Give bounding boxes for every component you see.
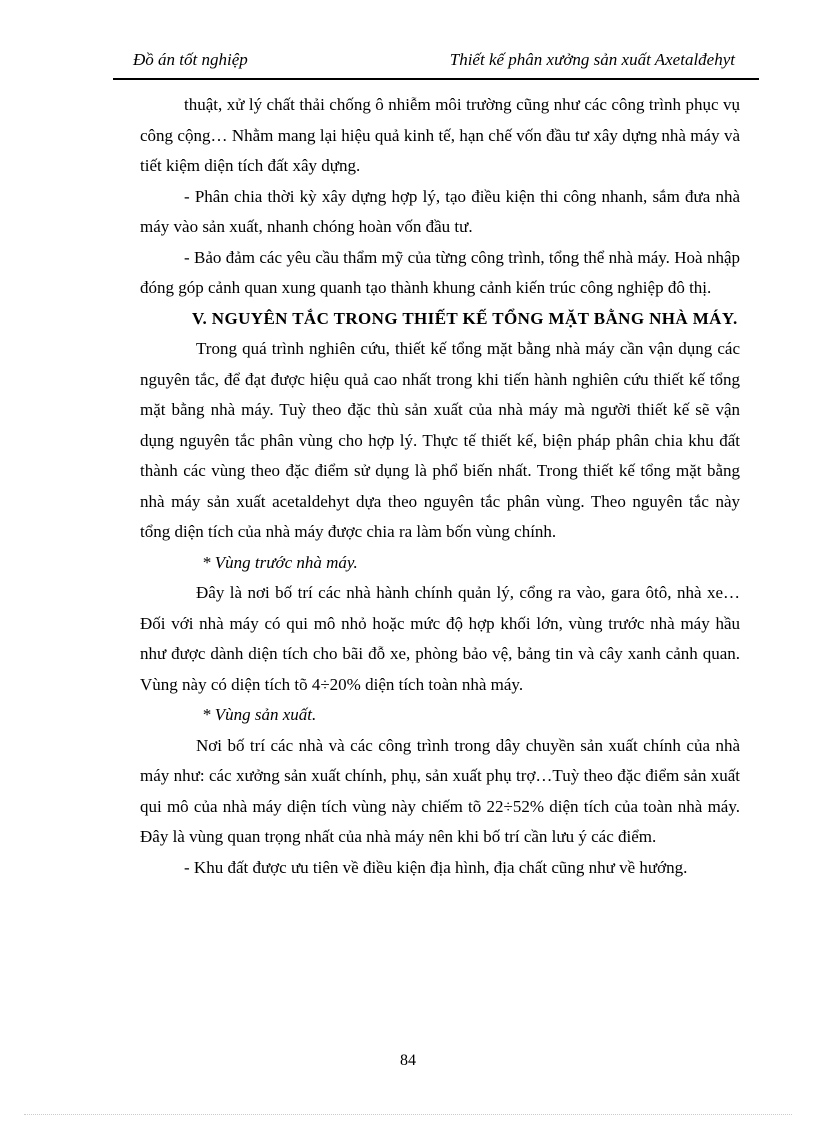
body-paragraph: Trong quá trình nghiên cứu, thiết kế tổng mặt bằng nhà máy cần vận dụng các nguyên tắc, để đạt được hiệu quả cao nhất trong khi tiến hành nghiên cứu thiết kế tổng mặt bằng nhà máy. Tuỳ theo đặc thù sản xuất của nhà máy mà người thiết kế sẽ vận dụng nguyên tắc phân vùng cho hợp lý. Thực tế thiết kế, biện pháp phân chia khu đất thành các vùng theo đặc điểm sử dụng là phổ biến nhất. Trong thiết kế tổng mặt bằng nhà máy sản xuất acetaldehyt dựa theo nguyên tắc phân vùng. Theo nguyên tắc này tổng diện tích của nhà máy được chia ra làm bốn vùng chính. [140, 339, 740, 541]
bullet-paragraph: - Bảo đảm các yêu cầu thẩm mỹ của từng công trình, tổng thể nhà máy. Hoà nhập đóng góp cảnh quan xung quanh tạo thành khung cảnh kiến trúc công nghiệp đô thị. [140, 247, 740, 297]
subsection-heading: * Vùng sản xuất. [202, 705, 317, 724]
page-edge-divider [24, 1114, 792, 1115]
page-number: 84 [400, 1052, 416, 1069]
body-paragraph: Nơi bố trí các nhà và các công trình trong dây chuyền sản xuất chính của nhà máy như: các xưởng sản xuất chính, phụ, sản xuất phụ trợ…Tuỳ theo đặc điểm sản xuất qui mô của nhà máy diện tích vùng này chiếm tõ 22÷52% diện tích của toàn nhà máy. Đây là vùng quan trọng nhất của nhà máy nên khi bố trí cần lưu ý các điểm. [140, 735, 740, 846]
header-document-title: Thiết kế phân xưởng sản xuất Axetalđehyt [449, 50, 735, 69]
bullet-paragraph: - Khu đất được ưu tiên về điều kiện địa hình, địa chất cũng như về hướng. [184, 857, 688, 877]
subsection-heading: * Vùng trước nhà máy. [202, 552, 358, 572]
header-document-type: Đồ án tốt nghiệp [133, 50, 248, 69]
page-body [140, 90, 740, 883]
section-heading: V. NGUYÊN TẮC TRONG THIẾT KẾ TỔNG MẶT BẰNG NHÀ MÁY. [192, 308, 738, 328]
body-paragraph: thuật, xử lý chất thải chống ô nhiễm môi trường cũng như các công trình phục vụ công cộng… Nhằm mang lại hiệu quả kinh tế, hạn chế vốn đầu tư xây dựng nhà máy và tiết kiệm diện tích đất xây dựng. [140, 95, 740, 175]
page-header [113, 44, 759, 80]
bullet-paragraph: - Phân chia thời kỳ xây dựng hợp lý, tạo điều kiện thi công nhanh, sắm đưa nhà máy vào sản xuất, nhanh chóng hoàn vốn đầu tư. [140, 186, 740, 236]
body-paragraph: Đây là nơi bố trí các nhà hành chính quản lý, cổng ra vào, gara ôtô, nhà xe…Đối với nhà máy có qui mô nhỏ hoặc mức độ hợp khối lớn, vùng trước nhà máy hầu như được dành diện tích cho bãi đỗ xe, phòng bảo vệ, bảng tin và cây xanh cảnh quan. Vùng này có diện tích tõ 4÷20% diện tích toàn nhà máy. [140, 583, 740, 694]
